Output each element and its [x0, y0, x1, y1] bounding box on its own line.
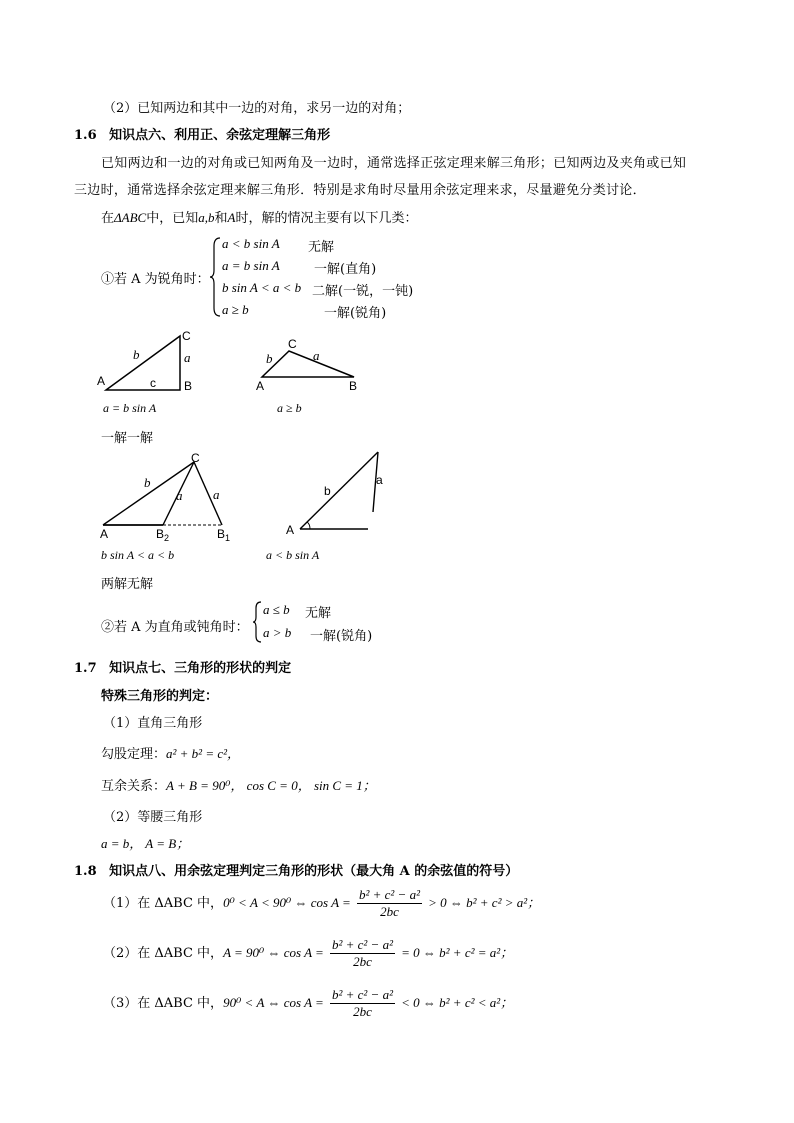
label: 互余关系： — [101, 779, 167, 794]
side-label-b: b — [144, 475, 151, 490]
vertex-label-C: C — [182, 329, 191, 343]
complementary-line — [101, 775, 376, 794]
side-label-b: b — [133, 347, 140, 362]
acute-label: ①若 A 为锐角时： — [101, 272, 210, 287]
case-prefix: （2）在 ΔABC 中， — [103, 946, 224, 961]
paragraph-intro — [101, 207, 417, 226]
section-title: 知识点七、三角形的形状的判定 — [109, 661, 292, 676]
case-condition: a > b — [263, 625, 292, 640]
side-b — [300, 452, 378, 529]
section-number: 1.6 — [74, 128, 97, 143]
fraction-denominator: 2bc — [380, 904, 399, 919]
left-brace-icon — [253, 600, 263, 644]
section-1-8-heading — [74, 860, 518, 879]
condition-2-text: （2）已知两边和其中一边的对角，求另一边的对角； — [103, 101, 411, 116]
case-result: = 0 ⇔ b² + c² = a²； — [401, 945, 514, 960]
case-condition: 90⁰ < A ⇔ cos A = — [223, 995, 324, 1010]
paragraph-line-1: 已知两边和一边的对角或已知两角及一边时，通常选择正弦定理来解三角形；已知两边及夹角或已知 — [101, 156, 687, 171]
section-1-6-heading — [74, 124, 330, 143]
side-label-b: b — [324, 484, 331, 498]
left-brace-icon — [210, 236, 222, 318]
vertex-label-C: C — [288, 337, 297, 351]
caption-fig-2: a ≥ b — [277, 401, 302, 415]
figure-two-solutions — [96, 450, 236, 544]
vertex-label-C: C — [191, 451, 200, 465]
case-result: 二解(一锐，一钝) — [312, 284, 414, 299]
triangle-shape — [262, 351, 354, 377]
angle-arc-icon — [307, 522, 310, 529]
fraction-numerator: b² + c² − a² — [331, 937, 393, 952]
two-none-text: 两解无解 — [101, 577, 154, 592]
paragraph-line-2: 三边时，通常选择余弦定理来解三角形．特别是求角时尽量用余弦定理来求，尽量避免分类讨论． — [74, 183, 646, 198]
figure-no-solution — [282, 448, 392, 540]
section-title: 知识点八、用余弦定理判定三角形的形状（最大角 A 的余弦值的符号） — [109, 864, 519, 879]
pythagoras-line — [101, 743, 240, 762]
cosine-case-1 — [103, 887, 540, 920]
vertex-label-B2: $B_2$ — [156, 527, 170, 543]
case-prefix: （3）在 ΔABC 中， — [103, 996, 224, 1011]
cosine-case-2 — [103, 937, 513, 970]
case-condition: a ≤ b — [263, 602, 290, 617]
label: 勾股定理： — [101, 747, 167, 762]
side-label-c: c — [150, 376, 156, 390]
right-obtuse-label: ②若 A 为直角或钝角时： — [101, 620, 249, 635]
complementary-formula: A + B = 90⁰， cos C = 0， sin C = 1； — [166, 778, 376, 793]
case-result: 无解 — [305, 606, 332, 621]
side-label-a: a — [184, 350, 191, 365]
text-fragment: 在 — [101, 211, 115, 226]
case-condition: a = b sin A — [222, 258, 280, 273]
one-one-text: 一解一解 — [101, 431, 154, 446]
vertex-label-B: B — [349, 379, 358, 393]
fraction-numerator: b² + c² − a² — [331, 987, 393, 1002]
case-result: 一解(锐角) — [310, 629, 373, 644]
math-ab: a,b — [198, 210, 215, 225]
fraction — [330, 937, 395, 970]
cosine-case-3 — [103, 987, 513, 1020]
fraction — [357, 887, 422, 920]
vertex-label-B1: $B_1$ — [217, 527, 231, 543]
case-result: 一解(直角) — [314, 262, 377, 277]
text-fragment: 和 — [214, 211, 228, 226]
math-A: A — [227, 210, 236, 225]
case-result: 一解(锐角) — [324, 306, 387, 321]
caption-fig-4: a < b sin A — [266, 548, 320, 562]
case-condition: b sin A < a < b — [222, 280, 302, 295]
case-condition: A = 90⁰ ⇔ cos A = — [223, 945, 324, 960]
pythagoras-formula: a² + b² = c²， — [166, 746, 241, 761]
case-result: > 0 ⇔ b² + c² > a²； — [428, 895, 541, 910]
caption-fig-3: b sin A < a < b — [101, 548, 175, 562]
text-fragment: 时，解的情况主要有以下几类： — [235, 211, 418, 226]
case-result: 无解 — [308, 240, 335, 255]
fraction-denominator: 2bc — [353, 1004, 372, 1019]
side-label-b: b — [266, 351, 273, 366]
fraction-denominator: 2bc — [353, 954, 372, 969]
side-label-a: a — [376, 473, 383, 487]
case-condition: 0⁰ < A < 90⁰ ⇔ cos A = — [223, 895, 351, 910]
special-triangles-heading: 特殊三角形的判定： — [101, 689, 219, 704]
isosceles-formula: a = b， A = B； — [101, 836, 190, 851]
section-1-7-heading — [74, 657, 291, 676]
isosceles-label: （2）等腰三角形 — [103, 810, 203, 825]
case-prefix: （1）在 ΔABC 中， — [103, 896, 224, 911]
side-label-a: a — [176, 488, 183, 503]
case-condition: a ≥ b — [222, 302, 249, 317]
vertex-label-A: A — [100, 527, 109, 541]
vertex-label-A: A — [286, 523, 295, 537]
fraction-numerator: b² + c² − a² — [358, 887, 420, 902]
vertex-label-A: A — [97, 374, 106, 388]
case-condition: a < b sin A — [222, 236, 280, 251]
side-label-a: a — [213, 487, 220, 502]
section-number: 1.7 — [74, 661, 97, 676]
section-number: 1.8 — [74, 864, 97, 879]
math-triangle: ΔABC — [114, 210, 147, 225]
section-title: 知识点六、利用正、余弦定理解三角形 — [109, 128, 331, 143]
vertex-label-B: B — [184, 379, 193, 393]
case-result: < 0 ⇔ b² + c² < a²； — [401, 995, 514, 1010]
vertex-label-A: A — [256, 379, 265, 393]
triangle-shape — [106, 336, 180, 390]
side-label-a: a — [313, 348, 320, 363]
figure-obtuse-triangle — [252, 336, 364, 394]
right-triangle-label: （1）直角三角形 — [103, 716, 203, 731]
text-fragment: 中，已知 — [146, 211, 199, 226]
figure-right-triangle — [96, 328, 206, 396]
fraction — [330, 987, 395, 1020]
caption-fig-1: a = b sin A — [103, 401, 157, 415]
